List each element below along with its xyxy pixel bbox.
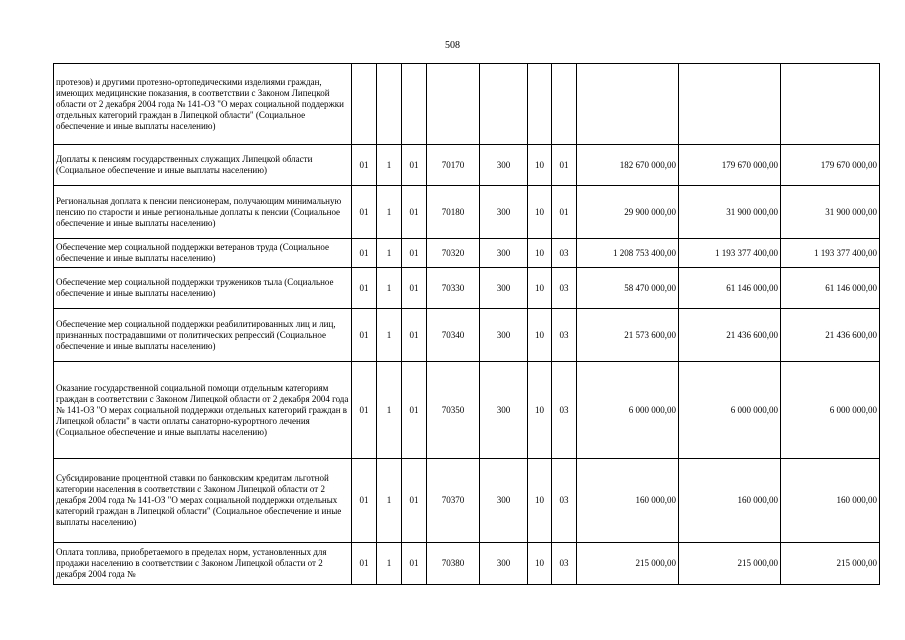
amount-year-3: 179 670 000,00 bbox=[781, 145, 880, 186]
direction-code: 70180 bbox=[427, 186, 480, 239]
section-code: 10 bbox=[528, 362, 552, 459]
subsection-code: 03 bbox=[552, 268, 577, 309]
amount-year-3: 61 146 000,00 bbox=[781, 268, 880, 309]
section-code bbox=[528, 64, 552, 145]
amount-year-1: 58 470 000,00 bbox=[577, 268, 679, 309]
subprogram-code bbox=[377, 64, 402, 145]
direction-code: 70380 bbox=[427, 543, 480, 585]
row-description: Оплата топлива, приобретаемого в пределах норм, установленных для продажи населению в соответствии с Законом Липецкой области от 2 декабря 2004 года № bbox=[54, 543, 352, 585]
program-code: 01 bbox=[352, 543, 377, 585]
amount-year-3: 31 900 000,00 bbox=[781, 186, 880, 239]
table-row bbox=[54, 309, 880, 362]
row-description: Оказание государственной социальной помощи отдельным категориям граждан в соответствии с Законом Липецкой области от 2 декабря 2004 года № 141-ОЗ "О мерах социальной поддержки отдельных категорий граждан в Липецкой области" в части оплаты санаторно-курортного лечения (Социальное обеспечение и иные выплаты населению) bbox=[54, 362, 352, 459]
program-code: 01 bbox=[352, 239, 377, 268]
amount-year-2 bbox=[679, 64, 781, 145]
table-row bbox=[54, 268, 880, 309]
subprogram-code: 1 bbox=[377, 543, 402, 585]
expense-type-code: 300 bbox=[480, 309, 528, 362]
expense-type-code: 300 bbox=[480, 239, 528, 268]
row-description: Региональная доплата к пенсии пенсионерам, получающим минимальную пенсию по старости и иные региональные доплаты к пенсии (Социальное обеспечение и иные выплаты населению) bbox=[54, 186, 352, 239]
main-activity-code: 01 bbox=[402, 186, 427, 239]
table-row bbox=[54, 543, 880, 585]
subprogram-code: 1 bbox=[377, 268, 402, 309]
amount-year-1 bbox=[577, 64, 679, 145]
subsection-code: 01 bbox=[552, 186, 577, 239]
expense-type-code: 300 bbox=[480, 186, 528, 239]
main-activity-code: 01 bbox=[402, 362, 427, 459]
table-row bbox=[54, 362, 880, 459]
amount-year-2: 179 670 000,00 bbox=[679, 145, 781, 186]
section-code: 10 bbox=[528, 186, 552, 239]
amount-year-3: 215 000,00 bbox=[781, 543, 880, 585]
direction-code: 70340 bbox=[427, 309, 480, 362]
table-row bbox=[54, 239, 880, 268]
expense-type-code: 300 bbox=[480, 362, 528, 459]
main-activity-code: 01 bbox=[402, 268, 427, 309]
subprogram-code: 1 bbox=[377, 186, 402, 239]
subprogram-code: 1 bbox=[377, 145, 402, 186]
program-code: 01 bbox=[352, 186, 377, 239]
amount-year-3: 160 000,00 bbox=[781, 459, 880, 543]
main-activity-code: 01 bbox=[402, 239, 427, 268]
amount-year-2: 215 000,00 bbox=[679, 543, 781, 585]
program-code: 01 bbox=[352, 309, 377, 362]
amount-year-2: 61 146 000,00 bbox=[679, 268, 781, 309]
section-code: 10 bbox=[528, 543, 552, 585]
expense-type-code: 300 bbox=[480, 459, 528, 543]
direction-code: 70350 bbox=[427, 362, 480, 459]
main-activity-code: 01 bbox=[402, 309, 427, 362]
page-number: 508 bbox=[445, 40, 460, 51]
subsection-code bbox=[552, 64, 577, 145]
amount-year-2: 21 436 600,00 bbox=[679, 309, 781, 362]
section-code: 10 bbox=[528, 309, 552, 362]
row-description: Обеспечение мер социальной поддержки тружеников тыла (Социальное обеспечение и иные выплаты населению) bbox=[54, 268, 352, 309]
expense-type-code: 300 bbox=[480, 543, 528, 585]
section-code: 10 bbox=[528, 145, 552, 186]
section-code: 10 bbox=[528, 268, 552, 309]
expense-type-code: 300 bbox=[480, 268, 528, 309]
main-activity-code bbox=[402, 64, 427, 145]
subprogram-code: 1 bbox=[377, 239, 402, 268]
section-code: 10 bbox=[528, 239, 552, 268]
subsection-code: 01 bbox=[552, 145, 577, 186]
amount-year-2: 31 900 000,00 bbox=[679, 186, 781, 239]
row-description: Доплаты к пенсиям государственных служащих Липецкой области (Социальное обеспечение и иные выплаты населению) bbox=[54, 145, 352, 186]
amount-year-3: 1 193 377 400,00 bbox=[781, 239, 880, 268]
amount-year-1: 160 000,00 bbox=[577, 459, 679, 543]
direction-code: 70370 bbox=[427, 459, 480, 543]
amount-year-3 bbox=[781, 64, 880, 145]
direction-code: 70170 bbox=[427, 145, 480, 186]
table-row bbox=[54, 459, 880, 543]
row-description: Обеспечение мер социальной поддержки реабилитированных лиц и лиц, признанных пострадавшими от политических репрессий (Социальное обеспечение и иные выплаты населению) bbox=[54, 309, 352, 362]
program-code: 01 bbox=[352, 268, 377, 309]
amount-year-1: 1 208 753 400,00 bbox=[577, 239, 679, 268]
table-row bbox=[54, 145, 880, 186]
amount-year-3: 21 436 600,00 bbox=[781, 309, 880, 362]
direction-code bbox=[427, 64, 480, 145]
program-code bbox=[352, 64, 377, 145]
amount-year-1: 215 000,00 bbox=[577, 543, 679, 585]
amount-year-3: 6 000 000,00 bbox=[781, 362, 880, 459]
table-row bbox=[54, 64, 880, 145]
main-activity-code: 01 bbox=[402, 145, 427, 186]
row-description: Субсидирование процентной ставки по банковским кредитам льготной категории населения в соответствии с Законом Липецкой области от 2 декабря 2004 года № 141-ОЗ "О мерах социальной поддержки отдельных категорий граждан в Липецкой области" (Социальное обеспечение и иные выплаты населению) bbox=[54, 459, 352, 543]
table-row bbox=[54, 186, 880, 239]
amount-year-2: 6 000 000,00 bbox=[679, 362, 781, 459]
section-code: 10 bbox=[528, 459, 552, 543]
expense-type-code bbox=[480, 64, 528, 145]
amount-year-1: 6 000 000,00 bbox=[577, 362, 679, 459]
program-code: 01 bbox=[352, 362, 377, 459]
amount-year-1: 21 573 600,00 bbox=[577, 309, 679, 362]
row-description: Обеспечение мер социальной поддержки ветеранов труда (Социальное обеспечение и иные выплаты населению) bbox=[54, 239, 352, 268]
program-code: 01 bbox=[352, 459, 377, 543]
subprogram-code: 1 bbox=[377, 309, 402, 362]
subsection-code: 03 bbox=[552, 239, 577, 268]
subsection-code: 03 bbox=[552, 543, 577, 585]
amount-year-2: 160 000,00 bbox=[679, 459, 781, 543]
row-description: протезов) и другими протезно-ортопедическими изделиями граждан, имеющих медицинские показания, в соответствии с Законом Липецкой области от 2 декабря 2004 года № 141-ОЗ "О мерах социальной поддержки отдельных категорий граждан в Липецкой области" (Социальное обеспечение и иные выплаты населению) bbox=[54, 64, 352, 145]
subsection-code: 03 bbox=[552, 362, 577, 459]
subprogram-code: 1 bbox=[377, 362, 402, 459]
expense-type-code: 300 bbox=[480, 145, 528, 186]
direction-code: 70330 bbox=[427, 268, 480, 309]
main-activity-code: 01 bbox=[402, 543, 427, 585]
main-activity-code: 01 bbox=[402, 459, 427, 543]
subsection-code: 03 bbox=[552, 459, 577, 543]
amount-year-1: 182 670 000,00 bbox=[577, 145, 679, 186]
budget-table bbox=[53, 63, 880, 585]
program-code: 01 bbox=[352, 145, 377, 186]
subprogram-code: 1 bbox=[377, 459, 402, 543]
amount-year-2: 1 193 377 400,00 bbox=[679, 239, 781, 268]
amount-year-1: 29 900 000,00 bbox=[577, 186, 679, 239]
direction-code: 70320 bbox=[427, 239, 480, 268]
subsection-code: 03 bbox=[552, 309, 577, 362]
